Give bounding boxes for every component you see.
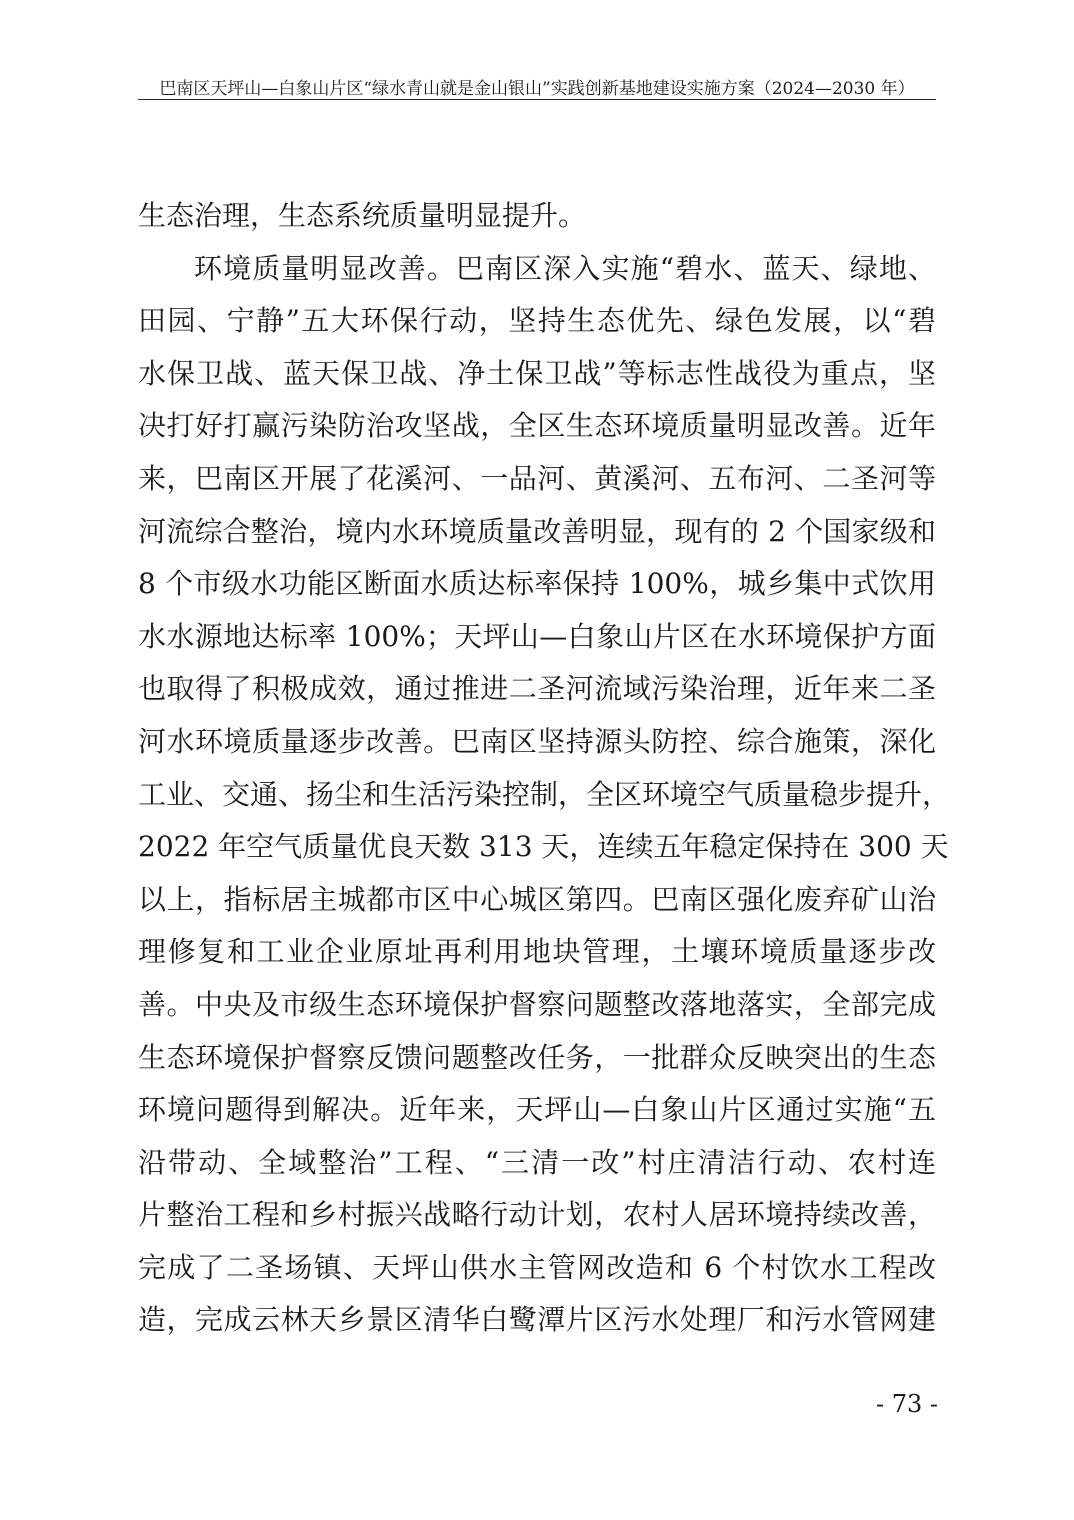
text-line: 水保卫战、蓝天保卫战、净土保卫战”等标志性战役为重点，坚 <box>138 356 936 390</box>
text-line: 决打好打赢污染防治攻坚战，全区生态环境质量明显改善。近年 <box>138 409 936 443</box>
header-rule <box>138 99 936 100</box>
text-line: 造，完成云林天乡景区清华白鹭潭片区污水处理厂和污水管网建 <box>138 1303 936 1337</box>
text-line: 生态环境保护督察反馈问题整改任务，一批群众反映突出的生态 <box>138 1040 936 1074</box>
text-line: 也取得了积极成效，通过推进二圣河流域污染治理，近年来二圣 <box>138 672 936 706</box>
text-line: 2022 年空气质量优良天数 313 天，连续五年稳定保持在 300 天 <box>138 830 949 864</box>
text-line: 理修复和工业企业原址再利用地块管理，土壤环境质量逐步改 <box>138 935 936 969</box>
running-header: 巴南区天坪山—白象山片区“绿水青山就是金山银山”实践创新基地建设实施方案（2024—2030 年） <box>159 79 915 99</box>
text-line: 河流综合整治，境内水环境质量改善明显，现有的 2 个国家级和 <box>138 514 936 548</box>
body-text <box>138 190 951 1347</box>
text-line: 善。中央及市级生态环境保护督察问题整改落地落实，全部完成 <box>138 987 936 1021</box>
text-line: 以上，指标居主城都市区中心城区第四。巴南区强化废弃矿山治 <box>138 882 936 916</box>
text-line: 水水源地达标率 100%；天坪山—白象山片区在水环境保护方面 <box>138 619 936 653</box>
text-line: 完成了二圣场镇、天坪山供水主管网改造和 6 个村饮水工程改 <box>138 1250 936 1284</box>
text-line: 田园、宁静”五大环保行动，坚持生态优先、绿色发展，以“碧 <box>138 304 936 338</box>
text-line: 沿带动、全域整治”工程、“三清一改”村庄清洁行动、农村连 <box>138 1145 936 1179</box>
text-line: 来，巴南区开展了花溪河、一品河、黄溪河、五布河、二圣河等 <box>138 461 936 495</box>
text-line: 河水环境质量逐步改善。巴南区坚持源头防控、综合施策，深化 <box>138 724 936 758</box>
text-line: 生态治理，生态系统质量明显提升。 <box>138 199 587 232</box>
paragraph-first-line: 环境质量明显改善。巴南区深入实施“碧水、蓝天、绿地、 <box>194 251 936 285</box>
text-line: 工业、交通、扬尘和生活污染控制，全区环境空气质量稳步提升， <box>138 777 951 811</box>
text-line: 8 个市级水功能区断面水质达标率保持 100%，城乡集中式饮用 <box>138 567 936 601</box>
text-line: 片整治工程和乡村振兴战略行动计划，农村人居环境持续改善， <box>138 1198 936 1232</box>
page-number: - 73 - <box>875 1390 938 1418</box>
text-line: 环境问题得到解决。近年来，天坪山—白象山片区通过实施“五 <box>138 1093 936 1127</box>
